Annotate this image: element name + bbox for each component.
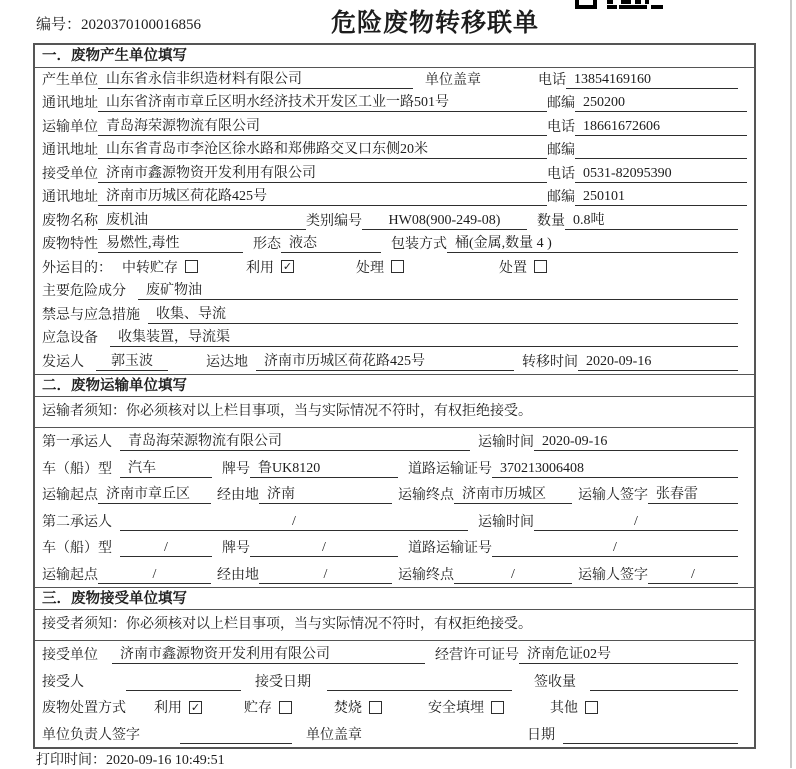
checkbox-dispose <box>534 260 547 273</box>
plate-value: 鲁UK8120 <box>250 457 398 478</box>
checkbox-landfill <box>491 701 504 714</box>
road-license-value: / <box>492 540 738 557</box>
scan-edge-line <box>790 0 792 768</box>
plate-label: 牌号 <box>222 541 250 556</box>
print-time-value: 2020-09-16 10:49:51 <box>106 753 225 768</box>
disposal-method-label: 废物处置方式 <box>42 701 126 716</box>
route-via-value: / <box>259 567 392 584</box>
seal-label: 单位盖章 <box>425 72 481 88</box>
receiver-notice: 接受者须知：你必须核对以上栏目事项，当与实际情况不符时，有权拒绝接受。 <box>35 610 754 641</box>
road-license-label: 道路运输证号 <box>408 461 492 477</box>
quantity-label: 数量 <box>537 213 565 229</box>
print-time-label: 打印时间： <box>36 753 106 768</box>
qr-block <box>607 0 613 4</box>
option-label: 处理 <box>356 260 384 276</box>
route-via-value: 济南 <box>259 483 392 504</box>
checkbox-store <box>279 701 292 714</box>
waste-name-value: 废机油 <box>98 209 306 230</box>
acceptor-label: 接受人 <box>42 674 84 690</box>
producer-label: 产生单位 <box>42 72 98 88</box>
zip-label: 邮编 <box>547 190 575 205</box>
checkbox-treat <box>391 260 404 273</box>
producer-phone: 13854169160 <box>566 72 738 89</box>
signed-quantity-value <box>590 674 738 691</box>
print-time <box>36 749 225 769</box>
purpose-option-dispose <box>499 257 547 277</box>
transporter-address: 山东省青岛市李沧区徐水路和郑佛路交叉口东侧20米 <box>98 138 547 159</box>
route-via-label: 经由地 <box>217 488 259 503</box>
option-label: 利用 <box>154 701 182 716</box>
route-end-label: 运输终点 <box>398 488 454 503</box>
address-label: 通讯地址 <box>42 190 98 205</box>
carrier-sign-label: 运输人签字 <box>578 488 648 503</box>
transport-time-label: 运输时间 <box>478 435 534 450</box>
operating-license-value: 济南危证02号 <box>519 643 738 664</box>
option-label: 其他 <box>550 701 578 716</box>
option-label: 处置 <box>499 260 527 276</box>
vehicle-type-label: 车（船）型 <box>42 461 112 477</box>
qr-block <box>645 0 649 4</box>
accept-date-value <box>327 674 512 691</box>
acceptor-value <box>126 674 241 691</box>
date-label: 日期 <box>527 727 555 743</box>
option-label: 焚烧 <box>334 701 362 716</box>
characteristics-label: 废物特性 <box>42 237 98 252</box>
dispatcher-name: 郭玉波 <box>96 350 168 371</box>
hazard-component-row <box>35 280 754 304</box>
vehicle2-row <box>35 534 754 561</box>
transporter-zip <box>575 142 747 159</box>
characteristics-value: 易燃性,毒性 <box>98 232 243 253</box>
waste-name-label: 废物名称 <box>42 213 98 229</box>
purpose-label: 外运目的： <box>42 260 112 276</box>
emergency-equipment-row <box>35 327 754 351</box>
taboo-measures-row <box>35 303 754 327</box>
dispatch-row <box>35 350 754 374</box>
packing-value: 桶(金属,数量 4 ) <box>447 232 738 253</box>
disposal-option-store <box>244 697 292 717</box>
receiver-address-row <box>35 186 754 210</box>
disposal-method-row <box>35 694 754 721</box>
checkbox-utilize <box>281 260 294 273</box>
checkbox-other <box>585 701 598 714</box>
accept-unit-label: 接受单位 <box>42 648 98 663</box>
address-label: 通讯地址 <box>42 96 98 111</box>
carrier-sign-label: 运输人签字 <box>578 567 648 583</box>
phone-label: 电话 <box>547 166 575 182</box>
hazard-label: 主要危险成分 <box>42 284 126 299</box>
receiver-phone: 0531-82095390 <box>575 166 747 183</box>
transporter-address-row <box>35 139 754 163</box>
vehicle-type-value: 汽车 <box>120 457 212 478</box>
plate-label: 牌号 <box>222 461 250 477</box>
qr-block <box>621 0 631 4</box>
purpose-option-utilize <box>246 257 294 277</box>
section3-header: 三．废物接受单位填写 <box>35 587 754 610</box>
date-value <box>563 727 738 744</box>
purpose-option-storage <box>122 257 198 277</box>
address-label: 通讯地址 <box>42 143 98 158</box>
carrier2-row <box>35 507 754 534</box>
serial-label: 编号： <box>36 17 82 33</box>
qr-block <box>607 5 617 9</box>
category-code: HW08(900-249-08) <box>362 213 527 230</box>
producer-row <box>35 68 754 92</box>
route-end-value: 济南市历城区 <box>454 483 572 504</box>
transport-time-label: 运输时间 <box>478 514 534 530</box>
receiver-address: 济南市历城区荷花路425号 <box>98 185 547 206</box>
accept-date-label: 接受日期 <box>255 674 311 690</box>
transporter-value: 青岛海荣源物流有限公司 <box>98 115 547 136</box>
transfer-time-label: 转移时间 <box>522 354 578 370</box>
route2-row <box>35 560 754 587</box>
qr-block <box>635 0 641 4</box>
purpose-option-treat <box>356 257 404 277</box>
transfer-form-table <box>33 43 756 749</box>
transfer-time-value: 2020-09-16 <box>578 354 738 371</box>
carrier-sign-value: / <box>648 567 738 584</box>
form-state-label: 形态 <box>253 237 281 252</box>
unit-seal-label: 单位盖章 <box>306 727 362 743</box>
zip-label: 邮编 <box>547 96 575 111</box>
carrier2-label: 第二承运人 <box>42 514 112 530</box>
option-label: 利用 <box>246 260 274 276</box>
road-license-label: 道路运输证号 <box>408 541 492 556</box>
destination-label: 运达地 <box>206 354 248 370</box>
transporter-notice: 运输者须知：你必须核对以上栏目事项，当与实际情况不符时，有权拒绝接受。 <box>35 397 754 428</box>
qr-block <box>619 5 647 9</box>
quantity-value: 0.8吨 <box>565 209 738 230</box>
transporter-label: 运输单位 <box>42 119 98 135</box>
producer-address: 山东省济南市章丘区明水经济技术开发区工业一路501号 <box>98 91 547 112</box>
operating-license-label: 经营许可证号 <box>435 648 519 663</box>
transfer-purpose-row <box>35 256 754 280</box>
equipment-value: 收集装置，导流渠 <box>110 326 738 347</box>
transport-time-value: / <box>534 514 738 531</box>
receiver-zip: 250101 <box>575 189 747 206</box>
waste-characteristics-row <box>35 233 754 257</box>
taboo-value: 收集、导流 <box>148 303 738 324</box>
dispatcher-label: 发运人 <box>42 354 84 370</box>
receiver-label: 接受单位 <box>42 166 98 182</box>
route-end-label: 运输终点 <box>398 567 454 583</box>
destination-value: 济南市历城区荷花路425号 <box>256 350 514 371</box>
option-label: 安全填埋 <box>428 701 484 716</box>
accept-unit-value: 济南市鑫源物资开发利用有限公司 <box>112 643 425 664</box>
category-label: 类别编号 <box>306 213 362 229</box>
responsible-sign-label: 单位负责人签字 <box>42 727 140 743</box>
vehicle1-row <box>35 454 754 481</box>
carrier1-label: 第一承运人 <box>42 435 112 450</box>
section2-header: 二．废物运输单位填写 <box>35 374 754 397</box>
route-start-value: / <box>98 567 211 584</box>
equipment-label: 应急设备 <box>42 331 98 346</box>
carrier2-value: / <box>120 514 468 531</box>
checkbox-storage <box>185 260 198 273</box>
qr-block <box>575 5 597 9</box>
disposal-option-landfill <box>428 697 504 717</box>
producer-zip: 250200 <box>575 95 747 112</box>
responsible-sign-value <box>180 727 292 744</box>
zip-label: 邮编 <box>547 143 575 158</box>
vehicle-type-label: 车（船）型 <box>42 541 112 556</box>
transporter-phone: 18661672606 <box>575 119 747 136</box>
route-start-label: 运输起点 <box>42 567 98 583</box>
transport-time-value: 2020-09-16 <box>534 434 738 451</box>
receiver-row <box>35 162 754 186</box>
responsible-sign-row <box>35 720 754 747</box>
section1-header: 一．废物产生单位填写 <box>35 45 754 68</box>
carrier-sign-value: 张春雷 <box>648 483 738 504</box>
accept-unit-row <box>35 641 754 668</box>
checkbox-incinerate <box>369 701 382 714</box>
route1-row <box>35 481 754 508</box>
disposal-option-incinerate <box>334 697 382 717</box>
carrier1-value: 青岛海荣源物流有限公司 <box>120 430 470 451</box>
producer-value: 山东省永信非织造材料有限公司 <box>98 68 413 89</box>
form-title: 危险废物转移联单 <box>331 10 540 37</box>
disposal-option-other <box>550 697 598 717</box>
producer-address-row <box>35 92 754 116</box>
serial-value: 2020370100016856 <box>81 17 202 33</box>
signed-quantity-label: 签收量 <box>534 674 576 690</box>
phone-label: 电话 <box>547 119 575 135</box>
route-via-label: 经由地 <box>217 567 259 583</box>
receiver-value: 济南市鑫源物资开发利用有限公司 <box>98 162 547 183</box>
waste-name-row <box>35 209 754 233</box>
option-label: 中转贮存 <box>122 260 178 276</box>
qr-code-fragment <box>575 0 665 9</box>
road-license-value: 370213006408 <box>492 461 738 478</box>
route-end-value: / <box>454 567 572 584</box>
acceptor-row <box>35 667 754 694</box>
transporter-row <box>35 115 754 139</box>
form-state-value: 液态 <box>281 232 381 253</box>
checkbox-utilize <box>189 701 202 714</box>
taboo-label: 禁忌与应急措施 <box>42 307 140 323</box>
vehicle-type-value: / <box>120 540 212 557</box>
phone-label: 电话 <box>538 72 566 88</box>
disposal-option-utilize <box>154 697 202 717</box>
route-start-label: 运输起点 <box>42 488 98 503</box>
packing-label: 包装方式 <box>391 237 447 252</box>
serial-number <box>36 13 201 34</box>
route-start-value: 济南市章丘区 <box>98 483 211 504</box>
carrier1-row <box>35 428 754 455</box>
hazard-value: 废矿物油 <box>138 279 738 300</box>
plate-value: / <box>250 540 398 557</box>
qr-block <box>651 5 663 9</box>
option-label: 贮存 <box>244 701 272 716</box>
